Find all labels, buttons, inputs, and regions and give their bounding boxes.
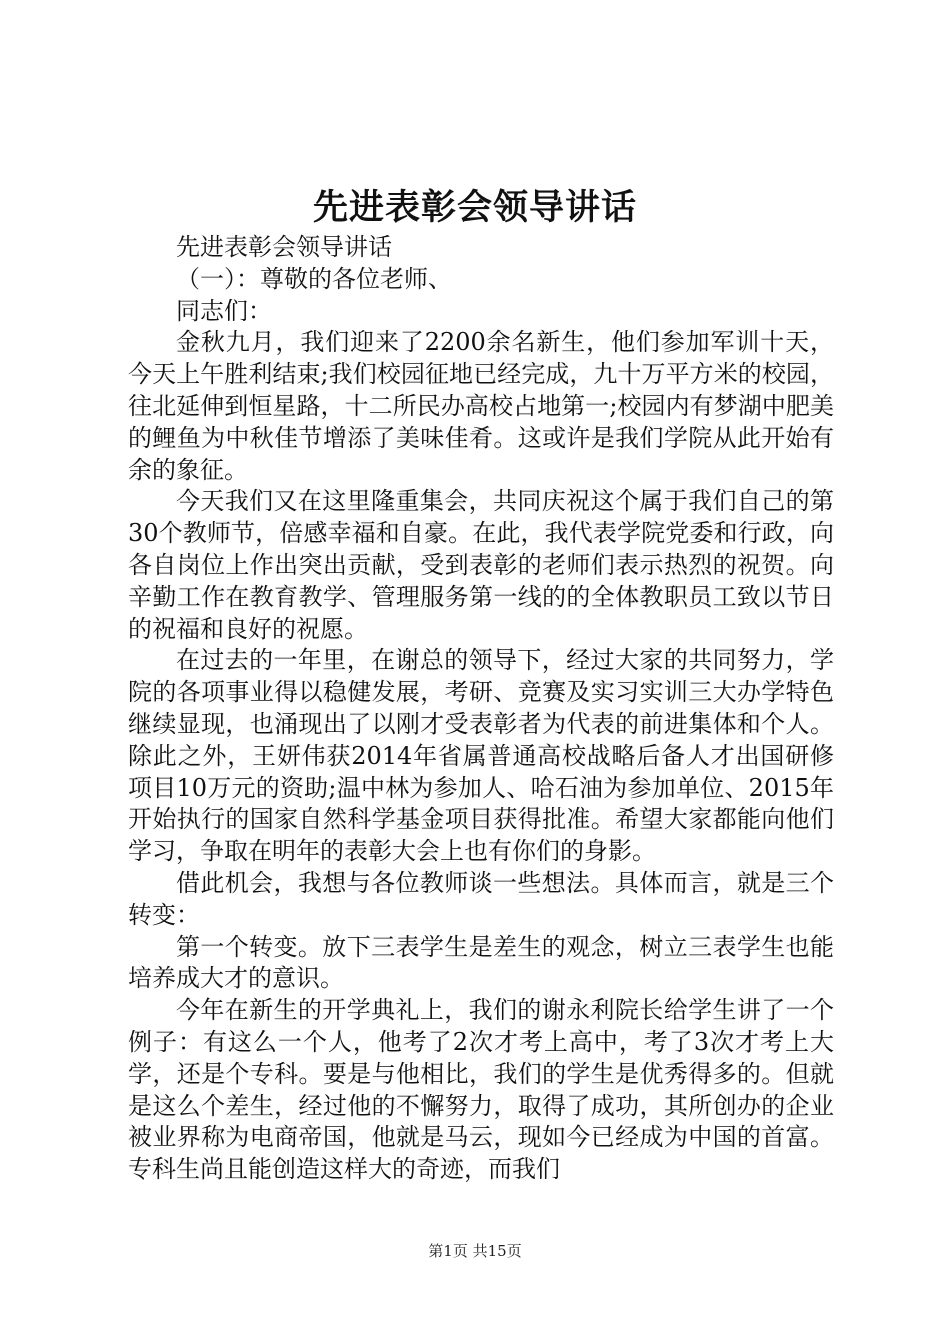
paragraph-salutation-part1: （一）：尊敬的各位老师、	[176, 264, 452, 293]
paragraph-salutation-part2: 同志们：	[176, 296, 272, 325]
paragraph-body: 今天我们又在这里隆重集会，共同庆祝这个属于我们自己的第30个教师节，倍感幸福和自豪。在此，我代表学院党委和行政，向各自岗位上作出突出贡献，受到表彰的老师们表示热烈的祝贺。向辛勤工作在教育教学、管理服务第一线的的全体教职员工致以节日的祝福和良好的祝愿。	[128, 487, 834, 643]
paragraph-body: 今年在新生的开学典礼上，我们的谢永利院长给学生讲了一个例子：有这么一个人，他考了2次才考上高中，考了3次才考上大学，还是个专科。要是与他相比，我们的学生是优秀得多的。但就是这么个差生，经过他的不懈努力，取得了成功，其所创办的企业被业界称为电商帝国，他就是马云，现如今已经成为中国的首富。专科生尚且能创造这样大的奇迹，而我们	[128, 996, 834, 1184]
paragraph-body: 借此机会，我想与各位教师谈一些想法。具体而言，就是三个转变：	[128, 868, 834, 929]
paragraph-body: 第一个转变。放下三表学生是差生的观念，树立三表学生也能培养成大才的意识。	[128, 932, 834, 993]
paragraph-body: 在过去的一年里，在谢总的领导下，经过大家的共同努力，学院的各项事业得以稳健发展，考研、竞赛及实习实训三大办学特色继续显现，也涌现出了以刚才受表彰者为代表的前进集体和个人。除此之外，王妍伟获2014年省属普通高校战略后备人才出国研修项目10万元的资助;温中林为参加人、哈石油为参加单位、2015年开始执行的国家自然科学基金项目获得批准。希望大家都能向他们学习，争取在明年的表彰大会上也有你们的身影。	[128, 646, 834, 866]
page-number-footer: 第1页 共15页	[428, 1242, 522, 1260]
paragraph-subtitle: 先进表彰会领导讲话	[176, 233, 392, 261]
document-body	[128, 232, 834, 1186]
paragraph-body: 金秋九月，我们迎来了2200余名新生，他们参加军训十天，今天上午胜利结束;我们校园征地已经完成，九十万平方米的校园，往北延伸到恒星路，十二所民办高校占地第一;校园内有梦湖中肥美的鲤鱼为中秋佳节增添了美味佳肴。这或许是我们学院从此开始有余的象征。	[128, 328, 834, 484]
document-title: 先进表彰会领导讲话	[312, 187, 637, 228]
